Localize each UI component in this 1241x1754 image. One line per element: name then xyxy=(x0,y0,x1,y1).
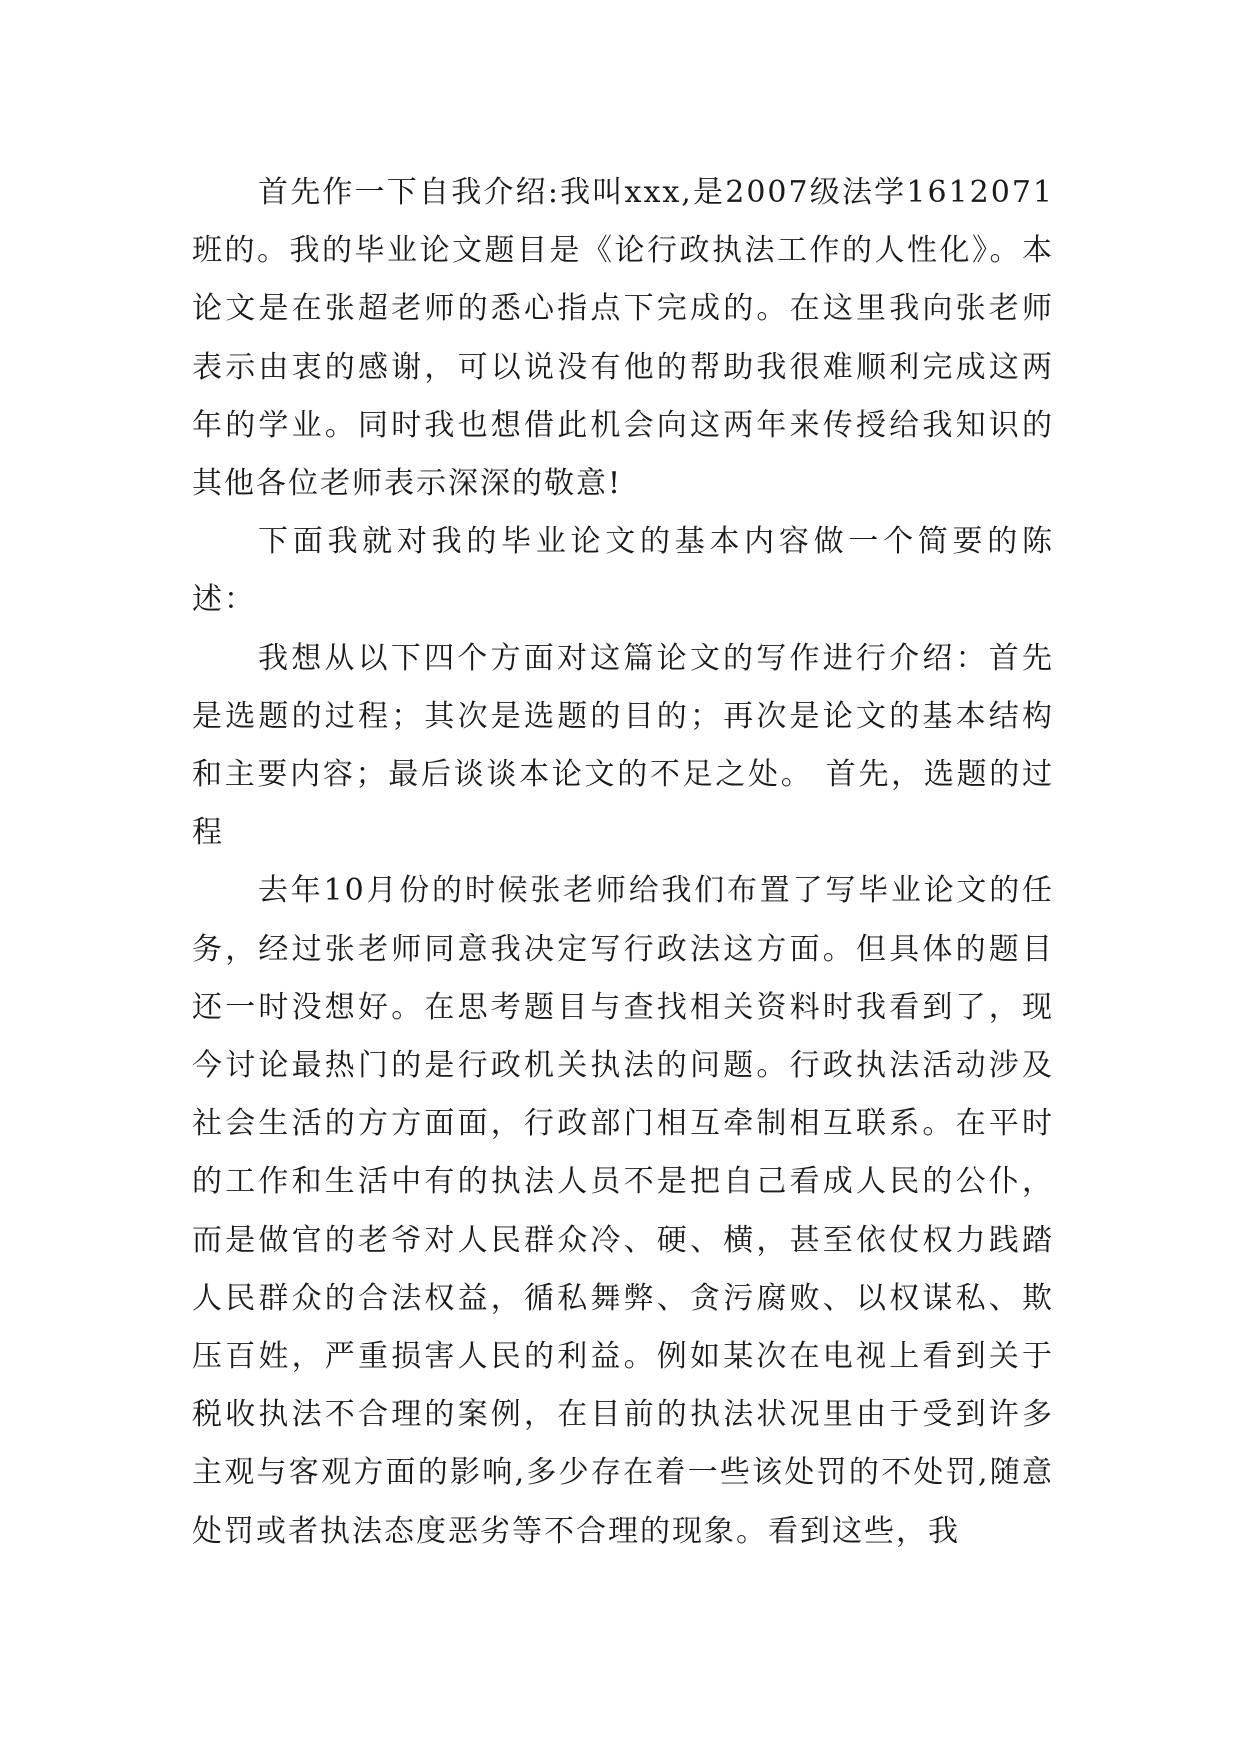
paragraph-outline-intro: 下面我就对我的毕业论文的基本内容做一个简要的陈述： xyxy=(192,524,1054,618)
document-body xyxy=(192,164,1054,1561)
paragraph-four-aspects: 我想从以下四个方面对这篇论文的写作进行介绍：首先是选题的过程；其次是选题的目的；再次是论文的基本结构和主要内容；最后谈谈本论文的不足之处。 首先，选题的过程 xyxy=(192,640,1054,851)
paragraph-topic-selection: 去年10月份的时候张老师给我们布置了写毕业论文的任务，经过张老师同意我决定写行政法这方面。但具体的题目还一时没想好。在思考题目与查找相关资料时我看到了，现今讨论最热门的是行政机关执法的问题。行政执法活动涉及社会生活的方方面面，行政部门相互牵制相互联系。在平时的工作和生活中有的执法人员不是把自己看成人民的公仆，而是做官的老爷对人民群众冷、硬、横，甚至依仗权力践踏人民群众的合法权益，循私舞弊、贪污腐败、以权谋私、欺压百姓，严重损害人民的利益。例如某次在电视上看到关于税收执法不合理的案例，在目前的执法状况里由于受到许多主观与客观方面的影响,多少存在着一些该处罚的不处罚,随意处罚或者执法态度恶劣等不合理的现象。看到这些，我 xyxy=(192,873,1054,1549)
paragraph-self-introduction: 首先作一下自我介绍:我叫xxx,是2007级法学1612071班的。我的毕业论文题目是《论行政执法工作的人性化》。本论文是在张超老师的悉心指点下完成的。在这里我向张老师表示由衷的感谢，可以说没有他的帮助我很难顺利完成这两年的学业。同时我也想借此机会向这两年来传授给我知识的其他各位老师表示深深的敬意! xyxy=(192,175,1054,502)
